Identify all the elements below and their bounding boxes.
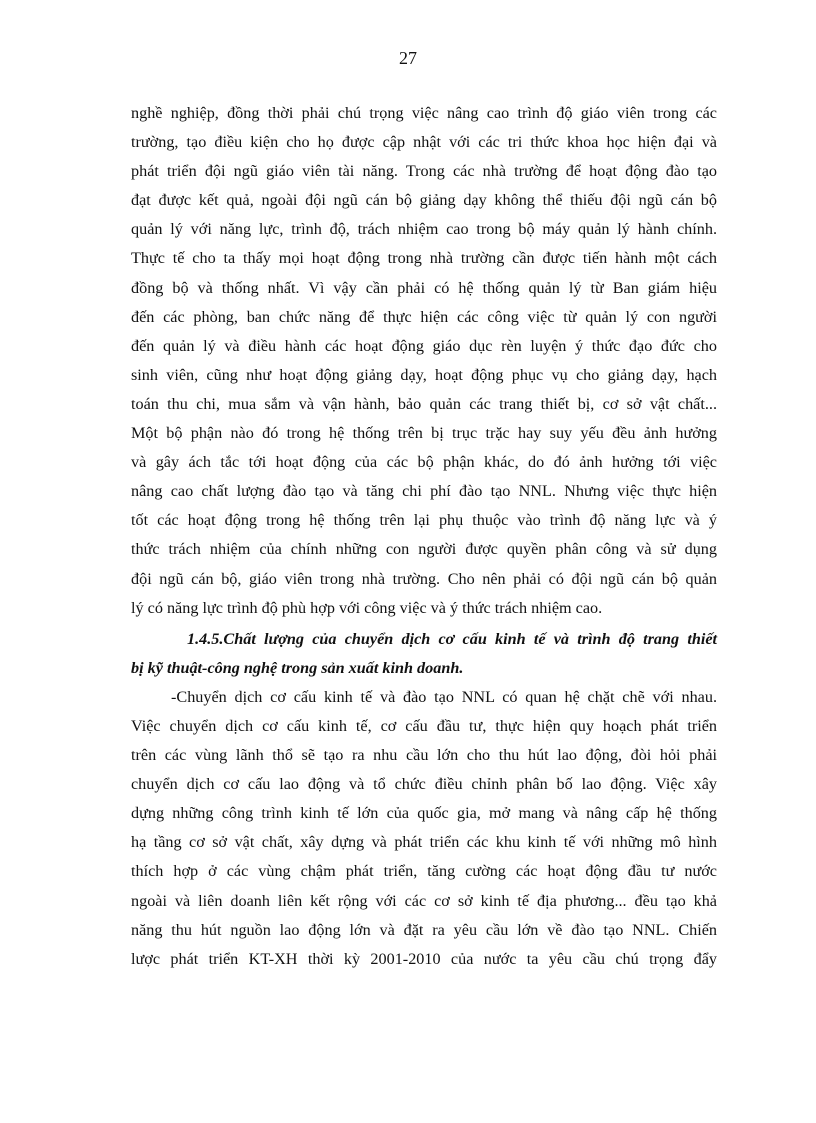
text-line: đạt được kết quả, ngoài đội ngũ cán bộ giảng dạy không thể thiếu đội ngũ cán bộ (131, 191, 717, 210)
text-line: Thực tế cho ta thấy mọi hoạt động trong nhà trường cần được tiến hành một cách (131, 249, 717, 268)
text-line: Một bộ phận nào đó trong hệ thống trên bị trục trặc hay suy yếu đều ảnh hưởng (131, 424, 717, 443)
text-line: trường, tạo điều kiện cho họ được cập nhật với các tri thức khoa học hiện đại và (131, 133, 717, 152)
text-line: năng thu hút nguồn lao động lớn và đặt ra yêu cầu lớn về đào tạo NNL. Chiến (131, 920, 717, 939)
section-heading (131, 625, 717, 683)
text-line: lý có năng lực trình độ phù hợp với công việc và ý thức trách nhiệm cao. (131, 598, 603, 617)
text-line: thức trách nhiệm của chính những con người được quyền phân công và sử dụng (131, 540, 717, 559)
text-line: sinh viên, cũng như hoạt động giảng dạy, hoạt động phục vụ cho giảng dạy, hạch (131, 365, 717, 384)
text-line: và gây ách tắc tới hoạt động của các bộ phận khác, do đó ảnh hưởng tới việc (131, 453, 717, 472)
text-line: Việc chuyển dịch cơ cấu kinh tế, cơ cấu đầu tư, thực hiện quy hoạch phát triển (131, 716, 717, 735)
text-line: nghề nghiệp, đồng thời phải chú trọng việc nâng cao trình độ giáo viên trong các (131, 104, 717, 122)
text-line: trên các vùng lãnh thổ sẽ tạo ra nhu cầu lớn cho thu hút lao động, đòi hỏi phải (131, 746, 717, 765)
text-line: thích hợp ở các vùng chậm phát triển, tăng cường các hoạt động đầu tư nước (131, 862, 717, 881)
heading-line: 1.4.5.Chất lượng của chuyển dịch cơ cấu kinh tế và trình độ trang thiết (187, 629, 717, 648)
paragraph-2 (131, 683, 717, 974)
text-line: dựng những công trình kinh tế lớn của quốc gia, mở mang và nâng cấp hệ thống (131, 804, 717, 823)
paragraph-1 (131, 99, 717, 623)
page-content (131, 99, 717, 974)
text-line: đến quản lý và điều hành các hoạt động giáo dục rèn luyện ý thức đạo đức cho (131, 336, 717, 355)
text-line: hạ tầng cơ sở vật chất, xây dựng và phát triển các khu kinh tế với những mô hình (131, 833, 717, 852)
text-line: -Chuyển dịch cơ cấu kinh tế và đào tạo NNL có quan hệ chặt chẽ với nhau. (171, 687, 717, 706)
text-line: đồng bộ và thống nhất. Vì vậy cần phải có hệ thống quản lý từ Ban giám hiệu (131, 278, 717, 297)
page-number: 27 (399, 48, 417, 68)
heading-line: bị kỹ thuật-công nghệ trong sản xuất kinh doanh. (131, 658, 464, 677)
text-line: nâng cao chất lượng đào tạo và tăng chi phí đào tạo NNL. Nhưng việc thực hiện (131, 482, 717, 501)
text-line: đến các phòng, ban chức năng để thực hiện các công việc từ quản lý con người (131, 307, 717, 326)
text-line: phát triển đội ngũ giáo viên tài năng. Trong các nhà trường để hoạt động đào tạo (131, 162, 717, 181)
text-line: lược phát triển KT-XH thời kỳ 2001-2010 của nước ta yêu cầu chú trọng đẩy (131, 949, 717, 968)
text-line: chuyển dịch cơ cấu lao động và tổ chức điều chỉnh phân bố lao động. Việc xây (131, 775, 717, 794)
text-line: toán thu chi, mua sắm và vận hành, bảo quản các trang thiết bị, cơ sở vật chất... (131, 394, 717, 413)
text-line: đội ngũ cán bộ, giáo viên trong nhà trường. Cho nên phải có đội ngũ cán bộ quản (131, 569, 717, 588)
text-line: ngoài và liên doanh liên kết rộng với các cơ sở kinh tế địa phương... đều tạo khả (131, 891, 717, 910)
text-line: tốt các hoạt động trong hệ thống trên lại phụ thuộc vào trình độ năng lực và ý (131, 511, 717, 530)
text-line: quản lý với năng lực, trình độ, trách nhiệm cao trong bộ máy quản lý hành chính. (131, 220, 717, 239)
